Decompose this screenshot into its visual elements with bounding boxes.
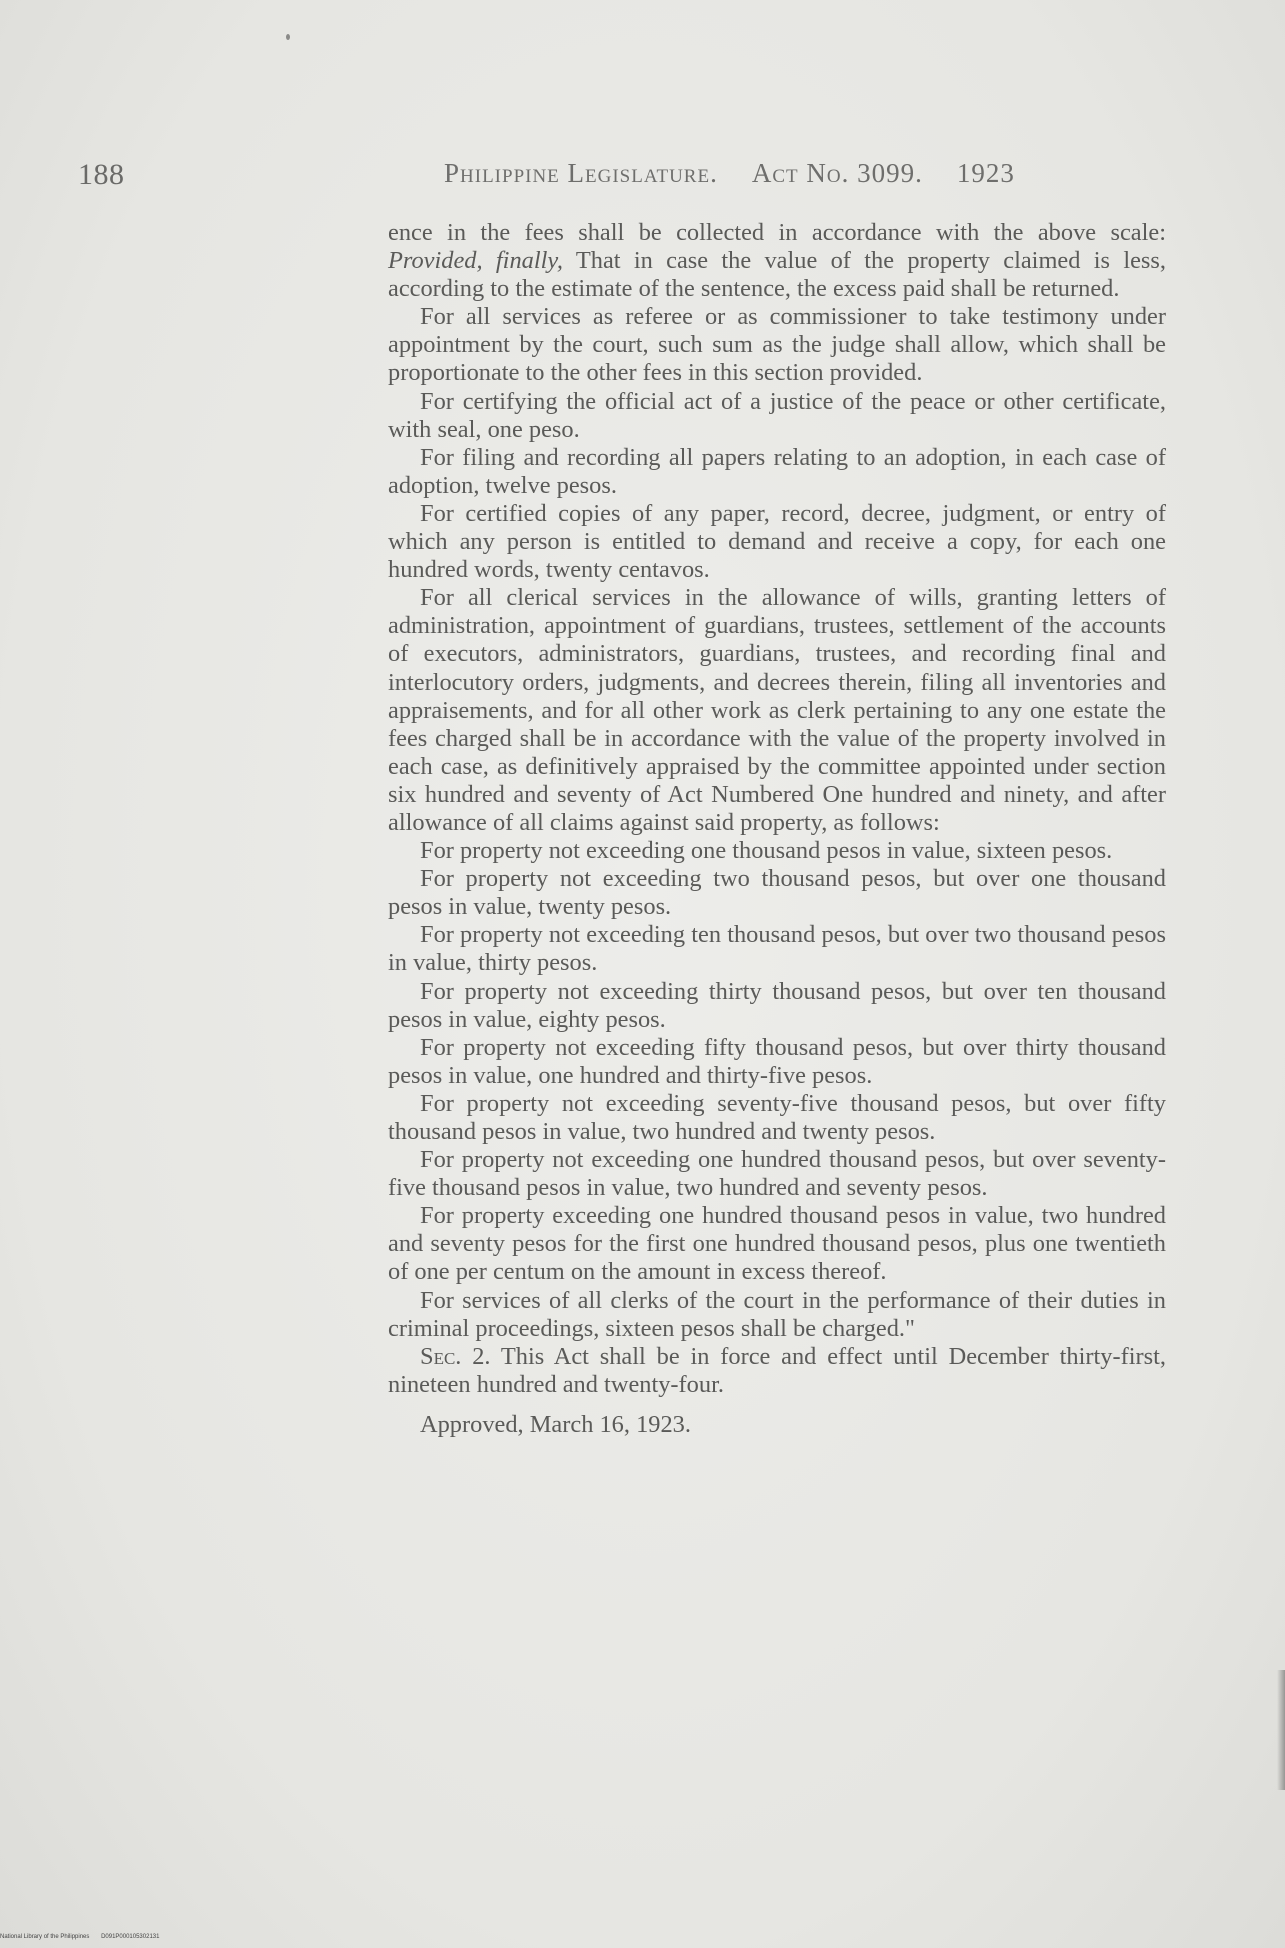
paragraph: For all services as referee or as commissioner to take testimony under appointment by the court, such sum as the judge shall allow, which shall be proportionate to the other fees in this section provided. [388,303,1166,387]
section-label: Sec. 2. [420,1342,491,1370]
scan-edge-shadow [1277,1670,1285,1790]
paragraph-continuation: ence in the fees shall be collected in accordance with the above scale: Provided, finally, That in case the value of the property claimed is less, according to the estimate of the sentence, the excess paid shall be returned. [388,219,1166,303]
paragraph: For property not exceeding seventy-five thousand pesos, but over fifty thousand pesos in value, two hundred and twenty pesos. [388,1089,1166,1145]
paragraph: For services of all clerks of the court in the performance of their duties in criminal proceedings, sixteen pesos shall be charged." [388,1286,1166,1342]
paragraph: For property not exceeding one thousand pesos in value, sixteen pesos. [420,837,1113,865]
paragraph: For property not exceeding thirty thousand pesos, but over ten thousand pesos in value, eighty pesos. [388,977,1166,1033]
paragraph: For property not exceeding fifty thousand pesos, but over thirty thousand pesos in value, one hundred and thirty-five pesos. [388,1033,1166,1089]
footer-code: D091P000105302131 [101,1934,160,1940]
scan-footer [0,1934,169,1944]
page-number: 188 [78,158,125,191]
paragraph: For property not exceeding ten thousand pesos, but over two thousand pesos in value, thirty pesos. [388,921,1166,977]
paragraph: For filing and recording all papers relating to an adoption, in each case of adoption, twelve pesos. [388,443,1166,499]
paragraph: For property not exceeding one hundred thousand pesos, but over seventy-five thousand pesos in value, two hundred and seventy pesos. [388,1146,1166,1202]
proviso-italic: Provided, finally, [388,247,563,275]
body-text [388,219,1166,1439]
running-head [444,158,1166,189]
section-2: Sec. 2. This Act shall be in force and effect until December thirty-first, nineteen hundred and twenty-four. [388,1342,1166,1398]
paragraph: For certifying the official act of a justice of the peace or other certificate, with seal, one peso. [388,387,1166,443]
paragraph: For property not exceeding two thousand pesos, but over one thousand pesos in value, twenty pesos. [388,865,1166,921]
paragraph: For property exceeding one hundred thousand pesos in value, two hundred and seventy pesos for the first one hundred thousand pesos, plus one twentieth of one per centum on the amount in excess thereof. [388,1202,1166,1286]
paragraph: For all clerical services in the allowance of wills, granting letters of administration, appointment of guardians, trustees, settlement of the accounts of executors, administrators, guardians, trustees, and recording final and interlocutory orders, judgments, and decrees therein, filing all inventories and appraisements, and for all other work as clerk pertaining to any one estate the fees charged shall be in accordance with the value of the property involved in each case, as definitively appraised by the committee appointed under section six hundred and seventy of Act Numbered One hundred and ninety, and after allowance of all claims against said property, as follows: [388,584,1166,836]
approval-date: Approved, March 16, 1923. [420,1410,691,1438]
scan-speck [286,34,290,40]
footer-library: National Library of the Philippines [0,1934,90,1940]
running-head-publisher: Philippine Legislature. [444,158,718,188]
running-head-act: Act No. 3099. [751,158,923,188]
running-head-year: 1923 [956,158,1015,188]
paragraph: For certified copies of any paper, record, decree, judgment, or entry of which any person is entitled to demand and receive a copy, for each one hundred words, twenty centavos. [388,499,1166,584]
